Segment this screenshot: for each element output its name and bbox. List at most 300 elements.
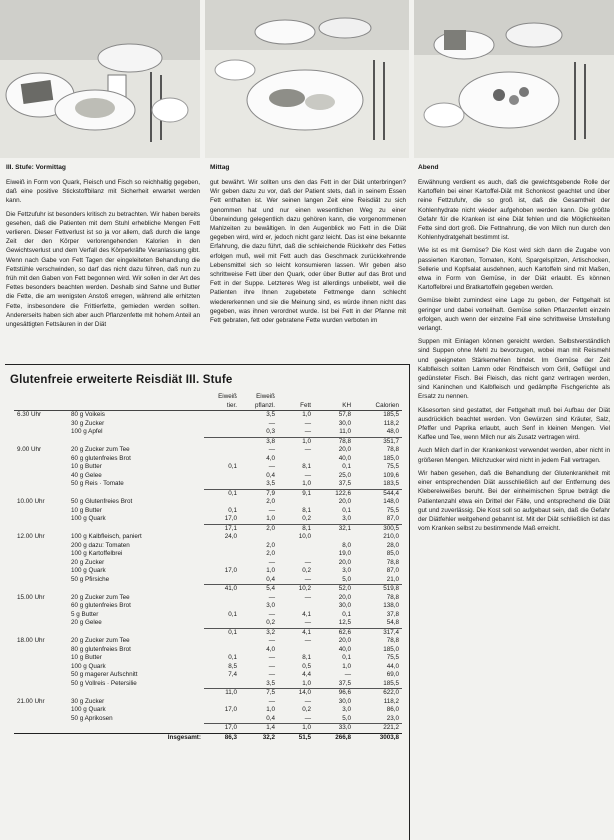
value-cell: 0,1	[228, 463, 237, 470]
table-row	[14, 533, 402, 542]
value-cell: —	[304, 428, 311, 435]
subtotal-cell: 7,9	[240, 489, 278, 498]
table-row	[14, 637, 402, 646]
value-cell: 85,0	[386, 550, 399, 557]
value-cell	[204, 559, 240, 568]
value-cell: 40,0	[338, 645, 351, 653]
paragraph: Suppen mit Einlagen können gereicht werden. Selbstverständlich sind Suppen ohne Mehl zu bevorzugen, wobei man mit Reismehl und geeigneten Stärkemehlen bindet. Im Gemüse der Zeit Kalbfleisch sollten Lamm oder Rindfleisch vom Grill, Geflügel und gedünsteter Fisch. Bei Fleisch, das nicht ganz vertragen werden, sind Kaninchen und Kalbfleisch und gedämpfte Fischgerichte als Ersatz zu nennen.	[418, 338, 610, 401]
header-protein-animal: Eiweiß tier.	[204, 393, 240, 411]
value-cell	[204, 715, 240, 724]
subtotal-row	[14, 437, 402, 446]
food-item: 50 g Aprikosen	[71, 714, 113, 722]
value-cell: 0,4	[266, 471, 275, 479]
value-cell: 4,1	[302, 610, 311, 618]
value-cell: —	[268, 654, 275, 661]
subtotal-cell: 41,0	[204, 585, 240, 594]
value-cell: 5,0	[342, 714, 351, 722]
value-cell: 28,0	[386, 541, 399, 549]
value-cell: 0,5	[302, 662, 311, 670]
value-cell: 30,0	[338, 602, 351, 609]
value-cell: 8,1	[302, 463, 311, 470]
table-row	[14, 611, 402, 620]
table-row	[14, 576, 402, 585]
value-cell: —	[268, 671, 275, 678]
value-cell: 78,8	[386, 593, 399, 601]
value-cell: 0,4	[266, 575, 275, 583]
caption-morning: III. Stufe: Vormittag	[6, 164, 66, 171]
value-cell	[204, 698, 240, 707]
value-cell: 20,0	[338, 637, 351, 644]
subtotal-cell: 7,5	[240, 689, 278, 698]
table-row	[14, 455, 402, 464]
caption-midday: Mittag	[210, 164, 230, 171]
value-cell	[204, 550, 240, 559]
value-cell: 1,0	[302, 411, 311, 418]
table-cell	[14, 420, 68, 429]
value-cell: 37,8	[386, 610, 399, 618]
value-cell: 20,0	[338, 593, 351, 601]
table-cell	[14, 567, 68, 576]
value-cell	[278, 542, 314, 551]
value-cell	[204, 542, 240, 551]
food-item: 100 g Quark	[71, 515, 106, 522]
food-item: 100 g Quark	[71, 567, 106, 574]
subtotal-cell: 62,6	[314, 628, 354, 637]
subtotal-row	[14, 585, 402, 594]
table-row	[14, 498, 402, 507]
meal-time: 21.00 Uhr	[17, 697, 45, 705]
table-row	[14, 654, 402, 663]
table-title: Glutenfreie erweiterte Reisdiät III. Stufe	[10, 374, 233, 386]
subtotal-row	[14, 689, 402, 698]
value-cell: 20,0	[338, 498, 351, 505]
value-cell: 0,1	[342, 654, 351, 661]
value-cell: 78,8	[386, 558, 399, 566]
subtotal-cell: 2,0	[240, 524, 278, 533]
table-cell	[14, 646, 68, 655]
value-cell: —	[268, 558, 275, 566]
text-column-3	[418, 178, 610, 836]
subtotal-cell: 8,1	[278, 524, 314, 533]
value-cell: 2,0	[266, 498, 275, 505]
value-cell: 1,0	[266, 515, 275, 522]
value-cell: 12,5	[338, 619, 351, 626]
subtotal-cell: 351,7	[354, 437, 402, 446]
total-cell: 32,2	[240, 733, 278, 742]
subtotal-cell: 221,2	[354, 724, 402, 734]
value-cell: —	[304, 619, 311, 626]
subtotal-cell: 3,2	[240, 628, 278, 637]
value-cell: —	[344, 671, 351, 678]
paragraph: Auch Milch darf in der Krankenkost verwendet werden, aber nicht in größeren Mengen. Milchzucker wird nicht in jedem Fall vertragen.	[418, 447, 610, 464]
value-cell: —	[268, 662, 275, 670]
table-row	[14, 698, 402, 707]
subtotal-cell: 32,1	[314, 524, 354, 533]
value-cell: 3,5	[266, 679, 275, 687]
value-cell: 30,0	[338, 419, 351, 427]
value-cell: 210,0	[383, 533, 399, 540]
table-cell	[14, 428, 68, 437]
table-cell	[14, 550, 68, 559]
table-cell	[14, 585, 68, 594]
table-cell	[14, 680, 68, 689]
total-label: Insgesamt:	[68, 733, 204, 742]
value-cell: 109,6	[383, 471, 399, 479]
subtotal-cell: 0,1	[204, 489, 240, 498]
table-cell	[14, 472, 68, 481]
value-cell: 3,5	[266, 411, 275, 418]
subtotal-cell: 3,8	[240, 437, 278, 446]
paragraph: Wir haben gesehen, daß die Behandlung der Glutenkrankheit mit einer entsprechenden Diät ausschließlich auf der Entfernung des Klebereiweißes beruht. Bei der einheimischen Sprue beträgt die Patientenzahl etwa ein Drittel der Fälle, und entsprechend die Diät gut und zuverlässig. Die Kost soll so aufgebaut sein, daß die Gefahr der Diätfehler weitgehend gebannt ist. Mit der Diät schließlich ist das vom Kranken selbst zu bestimmende Maß erreicht.	[418, 469, 610, 533]
table-cell	[14, 437, 68, 446]
table-cell	[68, 585, 204, 594]
value-cell: —	[304, 575, 311, 583]
value-cell: —	[304, 697, 311, 705]
value-cell: 0,2	[302, 567, 311, 574]
table-cell	[14, 602, 68, 611]
table-row	[14, 646, 402, 655]
value-cell: 2,0	[266, 541, 275, 549]
value-cell	[204, 498, 240, 507]
table-cell	[14, 706, 68, 715]
food-item: 5 g Butter	[71, 610, 99, 618]
photo-evening-meal	[414, 0, 614, 158]
value-cell: 11,0	[339, 428, 351, 435]
value-cell: 44,0	[386, 662, 399, 670]
food-item: 60 g glutenfreies Brot	[71, 602, 131, 609]
value-cell: —	[304, 419, 311, 427]
food-item: 50 g Vollreis · Petersilie	[71, 679, 137, 687]
meal-time: 6.30 Uhr	[17, 411, 42, 418]
value-cell: 0,2	[302, 706, 311, 713]
value-cell: 17,0	[224, 706, 237, 713]
table-cell	[14, 463, 68, 472]
food-item: 100 g Apfel	[71, 428, 103, 435]
table-cell	[14, 671, 68, 680]
value-cell: 57,8	[338, 411, 351, 418]
table-row	[14, 619, 402, 628]
paragraph: gut bewährt. Wir sollten uns den das Fett in der Diät unterbringen? Wir geben dazu zu vor, daß der Patient stets, daß in seinem Essen Fett enthalten ist. Wer seinen langen Zeit eine Reisdiät zu sich genommen hat und nur einen wesentlichen Weg zu einer Überwindung gelegentlich dazu gehören kann, die vorgenommenen Mahlzeiten zu bewältigen. In den Augenblick wo Fett in die Diät gegeben wird, wird er, jedoch nicht ganz leicht. Das ist eine bekannte Erfahrung, die dazu führt, daß die schleichende Rückkehr des Fettes erfolgen muß, weil mit Fett auch das Geschmack zurückkehrende Lebensmittel sich so leicht konsumieren lassen. Wir geben also schrittweise Fett über den Quark, oder über Butter auf das Brot und Fett in der Suppe. Letzteres Weg ist allerdings unbeliebt, weil die Patienten ihre Ihnen zugebetete Fettmenge dann schlecht wiedererkennen und sie die Meinung sind, es würde ihnen nicht das gegeben, was ihnen verordnet wurde. Ist bei Fett in der Pfanne mit Fett gebraten, fett oder gebratene Fette wurden verboten im	[210, 179, 406, 325]
total-cell: 266,8	[314, 733, 354, 742]
value-cell: 185,0	[383, 454, 399, 462]
subtotal-cell: 78,8	[314, 437, 354, 446]
meal-time: 18.00 Uhr	[17, 637, 45, 644]
header-carbohydrate: KH	[314, 393, 354, 411]
table-cell	[14, 663, 68, 672]
subtotal-cell: 52,0	[314, 585, 354, 594]
value-cell: —	[268, 446, 275, 453]
food-item: 100 g Kartoffelbrei	[71, 550, 123, 557]
meal-time: 15.00 Uhr	[17, 593, 45, 601]
table-row	[14, 472, 402, 481]
subtotal-cell: 122,6	[314, 489, 354, 498]
table-cell	[14, 733, 68, 742]
value-cell	[314, 533, 354, 542]
photo-strip	[0, 0, 614, 158]
value-cell	[204, 680, 240, 689]
value-cell: 1,0	[342, 662, 351, 670]
subtotal-row	[14, 524, 402, 533]
value-cell	[278, 646, 314, 655]
value-cell: 5,0	[342, 575, 351, 583]
food-item: 30 g Zucker	[71, 419, 105, 427]
value-cell: 20,0	[338, 558, 351, 566]
subtotal-cell: 0,1	[204, 628, 240, 637]
value-cell	[204, 480, 240, 489]
food-item: 20 g Zucker zum Tee	[71, 637, 130, 644]
value-cell	[204, 594, 240, 603]
value-cell: 0,1	[228, 506, 237, 514]
value-cell: 54,8	[386, 619, 399, 626]
subtotal-cell: 519,8	[354, 585, 402, 594]
text-column-2	[210, 178, 406, 362]
subtotal-cell: 1,4	[240, 724, 278, 734]
header-calories: Calorien	[354, 393, 402, 411]
food-item: 200 g dazu: Tomaten	[71, 541, 130, 549]
value-cell: 25,0	[338, 471, 351, 479]
food-item: 80 g glutenfreies Brot	[71, 645, 131, 653]
value-cell: 23,0	[386, 714, 399, 722]
value-cell: 86,0	[386, 706, 399, 713]
table-row	[14, 515, 402, 524]
value-cell: 0,2	[266, 619, 275, 626]
food-item: 50 g Pfirsiche	[71, 575, 110, 583]
value-cell: 4,0	[266, 454, 275, 462]
value-cell	[204, 619, 240, 628]
photo-midday-meal	[205, 0, 409, 158]
table-row	[14, 559, 402, 568]
table-cell	[14, 524, 68, 533]
value-cell: 185,5	[383, 679, 399, 687]
paragraph: Die Fettzufuhr ist besonders kritisch zu betrachten. Wir haben bereits gesehen, daß die Patienten mit dem Stuhl erhebliche Mengen Fett verlieren. Dieser Fettverlust ist so ja vor allem, daß durch die lange Zeit der den Körper verlorengehenden Kalorien in den Gewichtsverlust und dem Verfall des Körperkräfte Veranlassung gibt. Wenn nach Gabe von Fett Tagen der eingeleiteten Behandlung die Fettstühle verschwinden, so darf das nicht dazu führen, daß nun zu früh mit den Gaben von Fett begonnen wird. Wir sollen in der Art des Fettes besonders beachten werden. Deshalb sind Sahne und Butter die Fette, die am wenigsten Anstoß erregen, während alle erhitzten Fette, insbesondere die Frittierfette, gemieden werden sollten. Andererseits haben sich aber auch Pflanzenfette mit hohem Anteil an ungesättigten Fettsäuren in der Diät	[6, 210, 200, 329]
subtotal-row	[14, 724, 402, 734]
value-cell: 185,0	[383, 645, 399, 653]
paragraph: Eiweiß in Form von Quark, Fleisch und Fisch so reichhaltig gegeben, daß eine positive Stickstoffbilanz mit Sicherheit erwartet werden kann.	[6, 179, 200, 205]
subtotal-cell: 10,2	[278, 585, 314, 594]
value-cell: 118,2	[383, 419, 399, 427]
subtotal-cell: 17,0	[204, 724, 240, 734]
table-cell	[14, 628, 68, 637]
subtotal-cell: 5,4	[240, 585, 278, 594]
food-item: 20 g Zucker zum Tee	[71, 593, 130, 601]
value-cell	[278, 602, 314, 611]
value-cell: 24,0	[224, 533, 237, 540]
value-cell: 21,0	[386, 575, 399, 583]
value-cell: 4,4	[302, 671, 311, 678]
food-item: 100 g Quark	[71, 706, 106, 713]
value-cell: 0,1	[342, 610, 351, 618]
value-cell: 148,0	[383, 498, 399, 505]
table-cell	[14, 689, 68, 698]
value-cell	[204, 637, 240, 646]
subtotal-cell: 317,4	[354, 628, 402, 637]
value-cell: —	[304, 714, 311, 722]
paragraph: Käsesorten sind gestattet, der Fettgehalt muß bei Aufbau der Diät ausdrücklich beachtet werden. Von Gewürzen sind Kräuter, Salz, Pfeffer und Paprika erlaubt, auch Senf in kleinen Mengen. Viel Kaffee und Tee, wenn Milch nur als Zusatz vertragen wird.	[418, 406, 610, 442]
value-cell	[278, 498, 314, 507]
table-cell	[14, 654, 68, 663]
table-cell	[14, 576, 68, 585]
value-cell: —	[304, 446, 311, 453]
value-cell: 69,0	[386, 671, 399, 678]
food-item: 20 g Zucker	[71, 558, 105, 566]
value-cell: 2,0	[266, 550, 275, 557]
subtotal-cell: 96,6	[314, 689, 354, 698]
table-row	[14, 420, 402, 429]
food-item: 20 g Gelee	[71, 619, 102, 626]
value-cell: 17,0	[224, 567, 237, 574]
value-cell: 8,1	[302, 506, 311, 514]
value-cell: 0,2	[302, 515, 311, 522]
subtotal-cell: 622,0	[354, 689, 402, 698]
food-item: 10 g Butter	[71, 463, 102, 470]
value-cell: —	[268, 419, 275, 427]
value-cell	[204, 420, 240, 429]
value-cell: 7,4	[228, 671, 237, 678]
value-cell: —	[268, 637, 275, 644]
subtotal-cell: 1,0	[278, 437, 314, 446]
food-item: 100 g Quark	[71, 662, 106, 670]
table-row	[14, 602, 402, 611]
table-cell	[68, 689, 204, 698]
table-cell	[14, 611, 68, 620]
diet-table	[14, 393, 402, 742]
food-item: 50 g Reis · Tomate	[71, 480, 124, 487]
total-cell: 51,5	[278, 733, 314, 742]
meal-time: 10.00 Uhr	[17, 498, 45, 505]
table-cell	[14, 559, 68, 568]
value-cell: 1,0	[302, 679, 311, 687]
value-cell: 10,0	[298, 533, 311, 540]
value-cell: 0,4	[266, 714, 275, 722]
meal-time: 12.00 Uhr	[17, 533, 45, 540]
table-row	[14, 567, 402, 576]
value-cell: 3,0	[342, 515, 351, 522]
value-cell: 3,0	[266, 602, 275, 609]
paragraph: Erwähnung verdient es auch, daß die gewichtsgebende Rolle der Kartoffeln bei einer Kartoffel-Diät mit Schonkost geachtet und über reine Fettzufuhr, die so groß ist, daß die Gesamtheit der Kohlenhydrate nicht wieder aufgehoben werden kann. Die größte Gefahr für die Kranken ist eine Diät fehlen und die Möglichkeiten Fette sind dort groß. Die Fettnahrung, die von Milch nun durch den Kohlenhydratgehalt bestimmt ist.	[418, 179, 610, 242]
food-item: 100 g Kalbfleisch, paniert	[71, 533, 142, 540]
value-cell: 185,5	[383, 411, 399, 418]
value-cell: 1,0	[266, 567, 275, 574]
food-item: 60 g glutenfreies Brot	[71, 454, 131, 462]
table-cell	[68, 524, 204, 533]
text-column-1	[6, 178, 200, 362]
value-cell: 75,5	[386, 654, 399, 661]
value-cell: 17,0	[224, 515, 237, 522]
table-row	[14, 680, 402, 689]
table-row	[14, 428, 402, 437]
value-cell: —	[304, 471, 311, 479]
table-cell	[14, 507, 68, 516]
value-cell: 8,1	[302, 654, 311, 661]
table-cell	[14, 515, 68, 524]
value-cell: 183,5	[383, 480, 399, 487]
value-cell	[204, 602, 240, 611]
value-cell: 30,0	[338, 697, 351, 705]
value-cell: 0,1	[342, 463, 351, 470]
value-cell: —	[268, 610, 275, 618]
subtotal-cell	[204, 437, 240, 446]
value-cell: —	[268, 463, 275, 470]
value-cell: 4,0	[266, 645, 275, 653]
caption-evening: Abend	[418, 164, 439, 171]
subtotal-cell: 300,5	[354, 524, 402, 533]
subtotal-cell: 544,4	[354, 489, 402, 498]
value-cell: 37,5	[338, 679, 351, 687]
value-cell	[278, 455, 314, 464]
value-cell	[204, 576, 240, 585]
table-row	[14, 507, 402, 516]
food-item: 20 g Zucker zum Tee	[71, 446, 130, 453]
value-cell: —	[268, 506, 275, 514]
value-cell: 20,0	[338, 446, 351, 453]
subtotal-cell: 17,1	[204, 524, 240, 533]
subtotal-cell: 9,1	[278, 489, 314, 498]
value-cell: 1,0	[266, 706, 275, 713]
subtotal-cell: 1,0	[278, 724, 314, 734]
value-cell	[278, 550, 314, 559]
value-cell: 0,3	[266, 428, 275, 435]
value-cell: —	[268, 697, 275, 705]
value-cell: 19,0	[338, 550, 351, 557]
value-cell: —	[304, 593, 311, 601]
food-item: 40 g Gelee	[71, 471, 102, 479]
meal-time: 9.00 Uhr	[17, 446, 42, 453]
value-cell: 87,0	[386, 567, 399, 574]
table-row	[14, 411, 402, 420]
value-cell	[204, 472, 240, 481]
table-row	[14, 663, 402, 672]
subtotal-cell: 4,1	[278, 628, 314, 637]
table-cell	[68, 724, 204, 734]
value-cell: 75,5	[386, 506, 399, 514]
food-item: 10 g Butter	[71, 506, 102, 514]
value-cell	[204, 455, 240, 464]
value-cell: 8,0	[342, 541, 351, 549]
subtotal-cell: 33,0	[314, 724, 354, 734]
value-cell: 3,0	[342, 567, 351, 574]
table-row	[14, 671, 402, 680]
table-body	[14, 411, 402, 743]
table-cell	[68, 437, 204, 446]
table-header-row	[14, 393, 402, 411]
value-cell: 37,5	[338, 480, 351, 487]
value-cell: —	[268, 593, 275, 601]
table-cell	[14, 489, 68, 498]
food-item: 50 g magerer Aufschnitt	[71, 671, 138, 678]
table-cell	[14, 542, 68, 551]
total-row	[14, 733, 402, 742]
value-cell	[204, 428, 240, 437]
table-row	[14, 463, 402, 472]
food-item: 80 g Voikeis	[71, 411, 105, 418]
table-row	[14, 594, 402, 603]
table-cell	[14, 619, 68, 628]
value-cell: 78,8	[386, 446, 399, 453]
value-cell: —	[304, 558, 311, 566]
table-cell	[68, 489, 204, 498]
subtotal-cell: 14,0	[278, 689, 314, 698]
paragraph: Wie ist es mit Gemüse? Die Kost wird sich dann die Zugabe von passierten Karotten, Tomaten, Kohl, Spargelspitzen, Artischocken, Sellerie und Kopfsalat ausdehnen, auch Kartoffeln sind mit Maßen, etwa in Form von Gemüse, in der Diät erlaubt. Es können Kartoffelbrei und Bratkartoffeln gegeben werden.	[418, 247, 610, 292]
table-row	[14, 480, 402, 489]
table-cell	[14, 480, 68, 489]
table-cell	[14, 455, 68, 464]
subtotal-row	[14, 628, 402, 637]
total-cell: 86,3	[204, 733, 240, 742]
food-item: 50 g Glutenfreies Brot	[71, 498, 133, 505]
value-cell: 87,0	[386, 515, 399, 522]
value-cell: 40,0	[338, 454, 351, 462]
value-cell: 138,0	[383, 602, 399, 609]
